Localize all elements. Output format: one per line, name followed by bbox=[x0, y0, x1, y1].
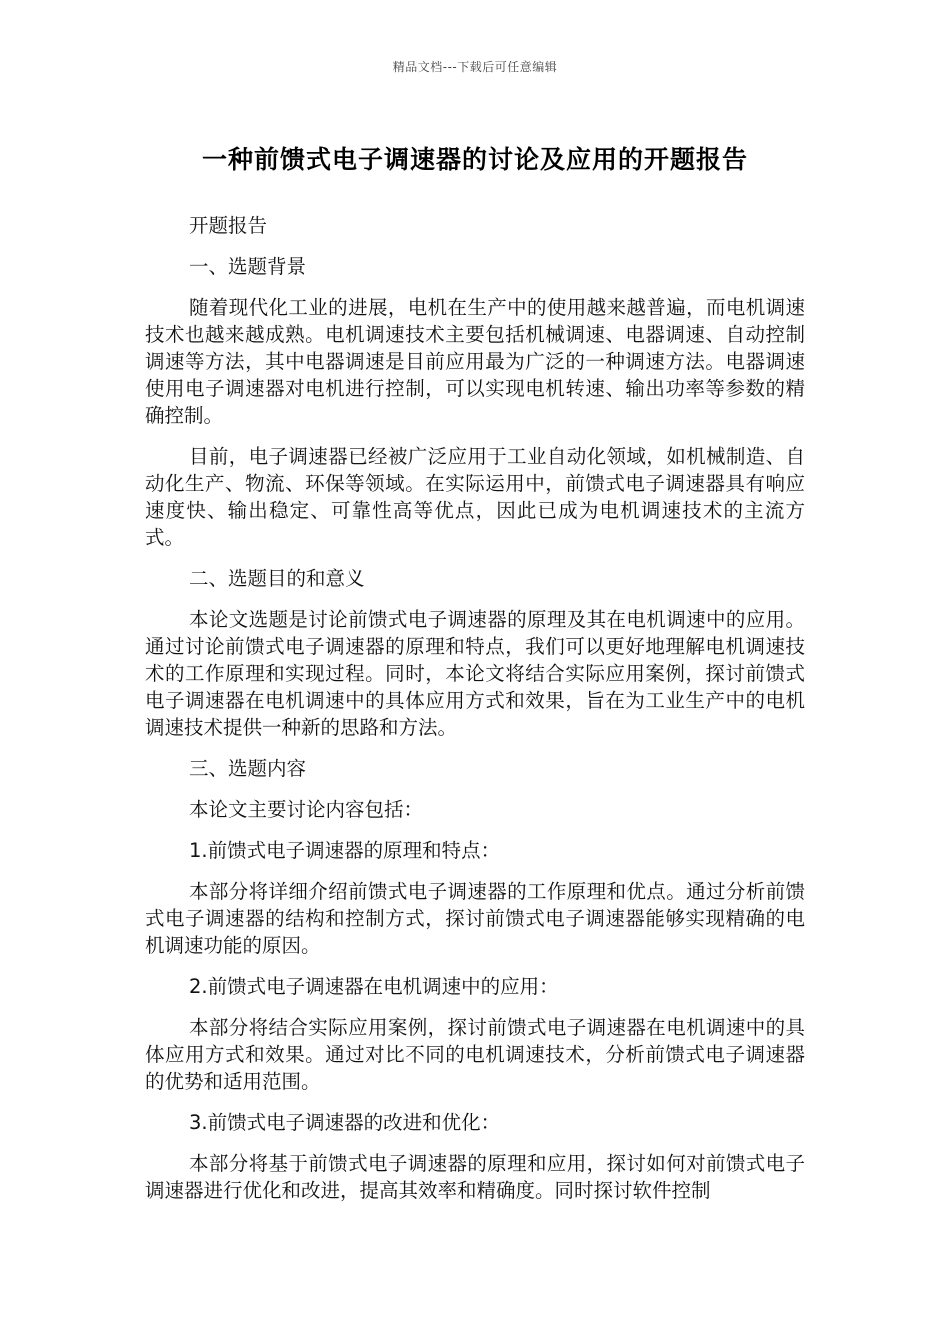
section-heading-content: 三、选题内容 bbox=[189, 757, 307, 780]
content-intro: 本论文主要讨论内容包括： bbox=[189, 798, 424, 821]
paragraph: 目前，电子调速器已经被广泛应用于工业自动化领域，如机械制造、自动化生产、物流、环保等领域。在实际运用中，前馈式电子调速器具有响应速度快、输出稳定、可靠性高等优点，因此已成为电机调速技术的主流方式。 bbox=[145, 445, 805, 549]
section-heading-purpose: 二、选题目的和意义 bbox=[189, 567, 365, 590]
watermark-header: 精品文档---下载后可任意编辑 bbox=[392, 60, 558, 74]
subsection-heading-3: 3.前馈式电子调速器的改进和优化： bbox=[189, 1111, 501, 1134]
paragraph: 本部分将结合实际应用案例，探讨前馈式电子调速器在电机调速中的具体应用方式和效果。通过对比不同的电机调速技术，分析前馈式电子调速器的优势和适用范围。 bbox=[145, 1016, 805, 1093]
paragraph: 本部分将详细介绍前馈式电子调速器的工作原理和优点。通过分析前馈式电子调速器的结构和控制方式，探讨前馈式电子调速器能够实现精确的电机调速功能的原因。 bbox=[145, 880, 805, 957]
section-label-report: 开题报告 bbox=[189, 214, 268, 237]
document-body bbox=[145, 212, 805, 1218]
section-heading-background: 一、选题背景 bbox=[189, 255, 307, 278]
subsection-heading-2: 2.前馈式电子调速器在电机调速中的应用： bbox=[189, 975, 559, 998]
subsection-heading-1: 1.前馈式电子调速器的原理和特点： bbox=[189, 839, 501, 862]
paragraph: 本论文选题是讨论前馈式电子调速器的原理及其在电机调速中的应用。通过讨论前馈式电子调速器的原理和特点，我们可以更好地理解电机调速技术的工作原理和实现过程。同时，本论文将结合实际应用案例，探讨前馈式电子调速器在电机调速中的具体应用方式和效果，旨在为工业生产中的电机调速技术提供一种新的思路和方法。 bbox=[145, 608, 805, 739]
paragraph: 随着现代化工业的进展，电机在生产中的使用越来越普遍，而电机调速技术也越来越成熟。电机调速技术主要包括机械调速、电器调速、自动控制调速等方法，其中电器调速是目前应用最为广泛的一种调速方法。电器调速使用电子调速器对电机进行控制，可以实现电机转速、输出功率等参数的精确控制。 bbox=[145, 296, 805, 427]
paragraph: 本部分将基于前馈式电子调速器的原理和应用，探讨如何对前馈式电子调速器进行优化和改进，提高其效率和精确度。同时探讨软件控制 bbox=[145, 1152, 805, 1202]
document-title: 一种前馈式电子调速器的讨论及应用的开题报告 bbox=[201, 145, 748, 174]
